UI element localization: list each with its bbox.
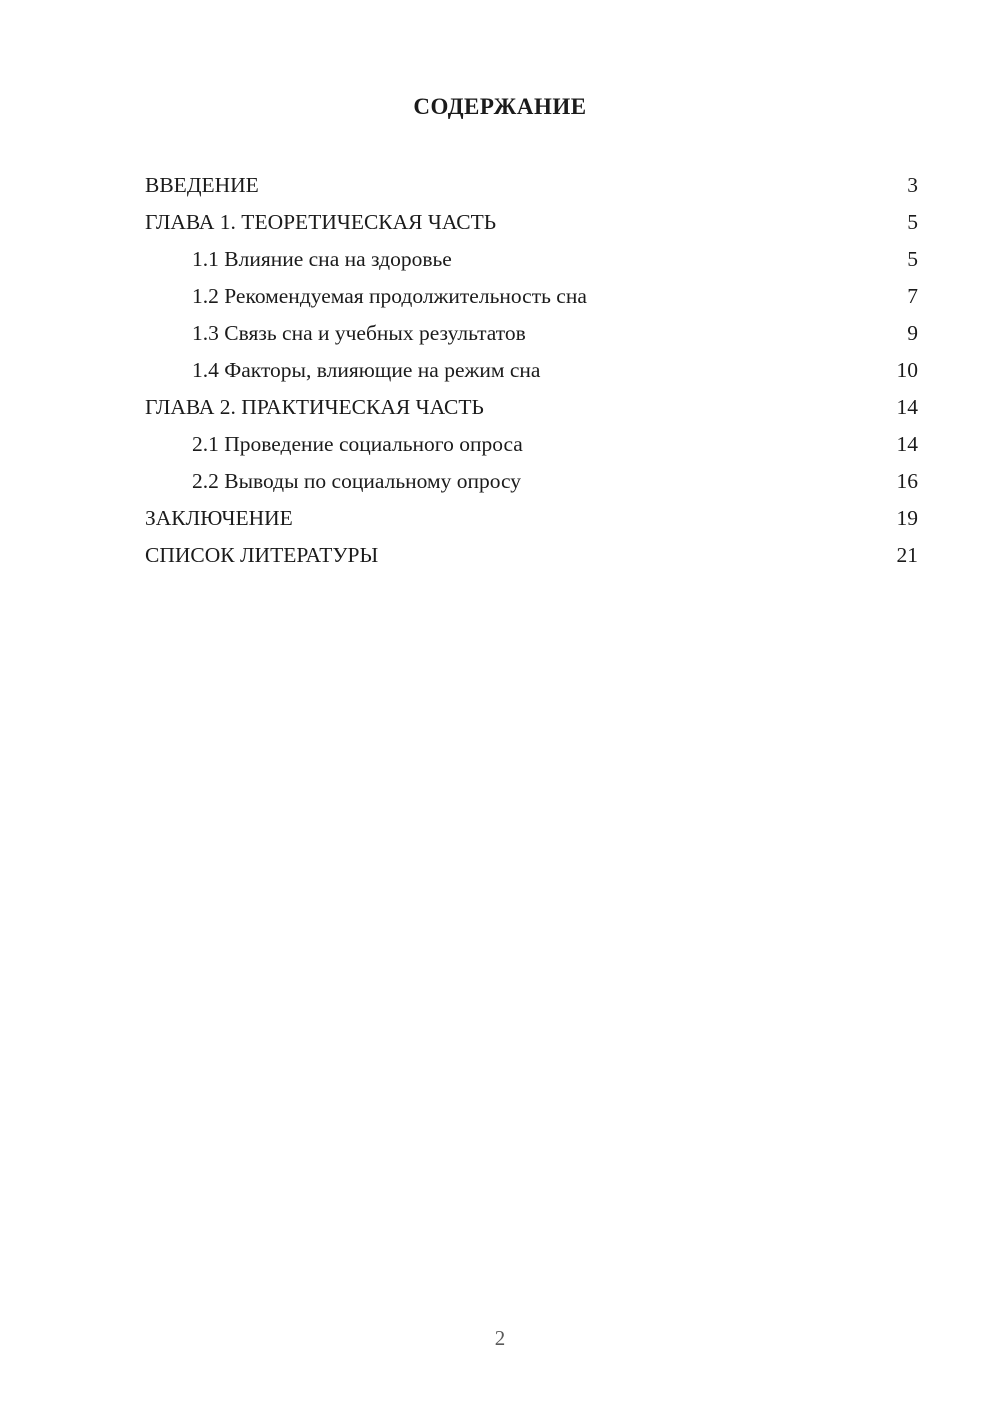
toc-entry-row (145, 463, 918, 500)
toc-entry-row (145, 352, 918, 389)
toc-entry-label: 1.2 Рекомендуемая продолжительность сна (192, 284, 587, 308)
toc-entry-page-number: 7 (907, 284, 918, 308)
toc-entry-page-number: 21 (896, 543, 918, 567)
toc-entry-row (145, 389, 918, 426)
toc-entry-label: СПИСОК ЛИТЕРАТУРЫ (145, 543, 379, 567)
toc-entry-row (145, 537, 918, 574)
toc-entry-label: ГЛАВА 1. ТЕОРЕТИЧЕСКАЯ ЧАСТЬ (145, 210, 497, 234)
toc-entry-page-number: 5 (907, 210, 918, 234)
toc-entry-row (145, 167, 918, 204)
footer-page-number: 2 (494, 1326, 506, 1350)
toc-entry-label: 1.1 Влияние сна на здоровье (192, 247, 452, 271)
toc-entry-row (145, 241, 918, 278)
toc-entry-label: ГЛАВА 2. ПРАКТИЧЕСКАЯ ЧАСТЬ (145, 395, 484, 419)
toc-entry-label: 2.2 Выводы по социальному опросу (192, 469, 522, 493)
toc-entry-row (145, 204, 918, 241)
toc-entry-label: 2.1 Проведение социального опроса (192, 432, 523, 456)
toc-entry-row (145, 278, 918, 315)
toc-entry-row (145, 426, 918, 463)
toc-entry-page-number: 5 (907, 247, 918, 271)
page-title: СОДЕРЖАНИЕ (413, 94, 587, 119)
toc-entry-row (145, 315, 918, 352)
toc-entry-page-number: 14 (896, 395, 918, 419)
toc-entry-row (145, 500, 918, 537)
toc-entry-label: ЗАКЛЮЧЕНИЕ (145, 506, 293, 530)
toc-entry-page-number: 3 (907, 173, 918, 197)
table-of-contents (145, 167, 918, 574)
toc-entry-label: 1.3 Связь сна и учебных результатов (192, 321, 526, 345)
toc-entry-label: ВВЕДЕНИЕ (145, 173, 259, 197)
toc-entry-page-number: 14 (896, 432, 918, 456)
toc-entry-page-number: 19 (896, 506, 918, 530)
toc-entry-page-number: 9 (907, 321, 918, 345)
toc-entry-page-number: 16 (896, 469, 918, 493)
toc-entry-label: 1.4 Факторы, влияющие на режим сна (192, 358, 541, 382)
toc-entry-page-number: 10 (896, 358, 918, 382)
